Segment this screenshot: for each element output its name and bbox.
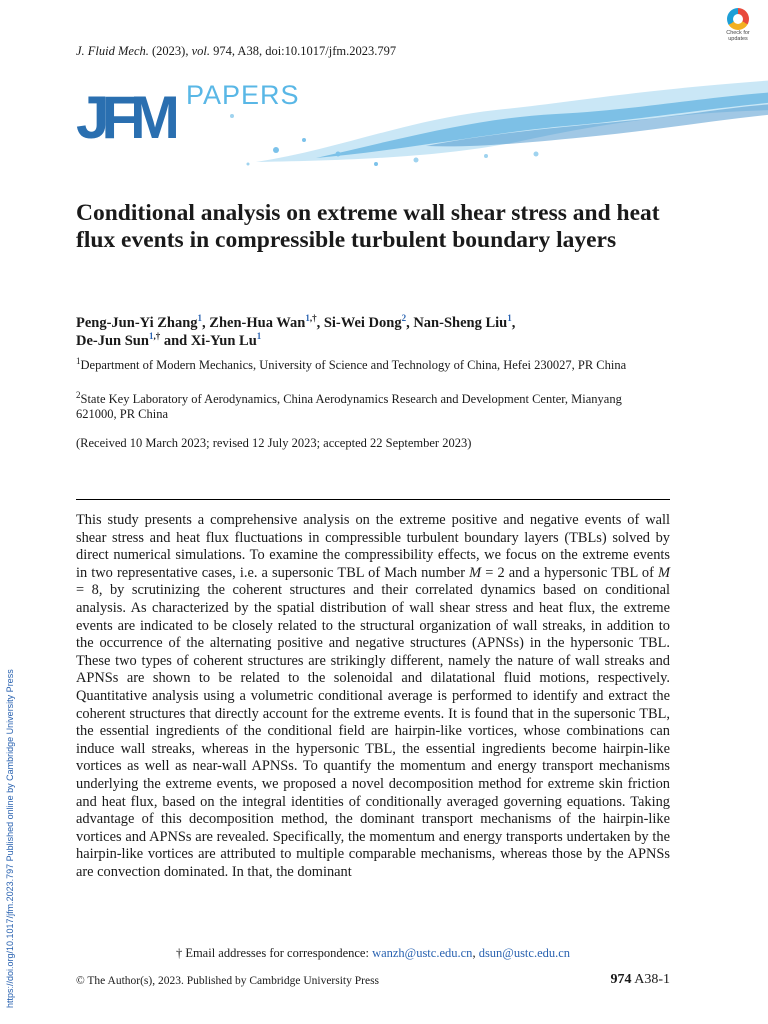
correspondence-footnote: † Email addresses for correspondence: wanzh@ustc.edu.cn, dsun@ustc.edu.cn <box>175 946 571 960</box>
author-name: Xi-Yun Lu <box>190 333 257 349</box>
author-affil-link[interactable]: 1 <box>256 331 262 342</box>
check-updates-line2: updates <box>728 36 748 42</box>
journal-name: J. Fluid Mech. <box>76 44 149 58</box>
divider <box>76 499 670 500</box>
email-link-wanzh[interactable]: wanzh@ustc.edu.cn <box>372 946 473 960</box>
author-list: Peng-Jun-Yi Zhang$^1$, Zhen-Hua Wan$^{1,\dagger}$, Si-Wei Dong$^2$, Nan-Sheng Liu$^1$, De-Jun Sun$^{1,\dagger}$ and Xi-Yun Lu$^1$ <box>76 313 516 349</box>
author-name: Zhen-Hua Wan <box>209 315 306 331</box>
author-name: De-Jun Sun <box>76 333 149 349</box>
doi-sidebar-text[interactable]: https://doi.org/10.1017/jfm.2023.797 Published online by Cambridge University Press <box>5 669 15 1008</box>
author-name: Si-Wei Dong <box>323 315 402 331</box>
page-number: 974 A38-1 <box>610 972 670 987</box>
abstract: This study presents a comprehensive analysis on the extreme positive and negative events of wall shear stress and heat flux fluctuations in compressible turbulent boundary layers (TBLs) solved by direct numerical simulations. To examine the compressibility effects, we focus on the extreme events in two representative cases, i.e. a supersonic TBL of Mach number M = 2 and a hypersonic TBL of M = 8, by scrutinizing the coherent structures and their correlated dynamics based on conditional analysis. As characterized by the spatial distribution of wall shear stress and heat flux, the extreme events are indicated to be closely related to the structural organization of wall streaks, in addition to the occurrence of the alternating positive and negative structures (APNSs) in the hypersonic TBL. These two types of coherent structures are strikingly different, namely the nature of wall streaks and APNSs are shown to be related to the solenoidal and dilatational fluid motions, respectively. Quantitative analysis using a volumetric conditional average is performed to identify and extract the coherent structures that directly account for the extreme events. It is found that in the supersonic TBL, the essential ingredients of the conditional field are hairpin-like vortices, whose combinations can induce wall streaks, whereas in the hypersonic TBL, the essential ingredients become hairpin-like vortices as well as near-wall APNSs. To quantify the momentum and energy transport mechanisms underlying the extreme events, we proposed a novel decomposition method for extreme skin friction and heat flux, based on the integral identities of conditionally averaged governing equations. Taking advantage of this decomposition method, the dominant transport mechanisms of the hairpin-like vortices and APNSs are revealed. Specifically, the momentum and energy transports undertaken by the hairpin-like vortices are attributed to multiple comparable mechanisms, whereas those by the APNSs are convection dominated. In that, the dominant <box>76 512 670 880</box>
author-affil-link[interactable]: 1 <box>197 313 203 324</box>
water-splash-graphic <box>230 80 768 166</box>
corresponding-dagger: ,† <box>309 313 317 324</box>
papers-section-label: PAPERS <box>186 80 300 110</box>
author-affil-link[interactable]: 2 <box>401 313 407 324</box>
author-name: Nan-Sheng Liu <box>413 315 508 331</box>
author-affil-link[interactable]: 1 <box>148 331 154 342</box>
citation-year: (2023), <box>152 44 189 58</box>
affiliation-2: $^2$State Key Laboratory of Aerodynamics, China Aerodynamics Research and Development Center, Mianyang 621000, PR China <box>76 389 622 421</box>
journal-citation <box>76 44 396 59</box>
paper-title: Conditional analysis on extreme wall shear stress and heat flux events in compressible turbulent boundary layers <box>76 200 660 253</box>
jfm-papers-banner <box>76 80 768 170</box>
author-name: Peng-Jun-Yi Zhang <box>76 315 198 331</box>
jfm-logo-mark: JFM <box>76 84 172 151</box>
affiliation-1: $^1$Department of Modern Mechanics, University of Science and Technology of China, Hefei 230027, PR China <box>76 355 627 372</box>
doi-sidebar[interactable] <box>0 0 20 1024</box>
check-updates-line1: Check for <box>726 30 750 36</box>
check-for-updates-badge[interactable] <box>716 8 760 46</box>
received-dates: (Received 10 March 2023; revised 12 July 2023; accepted 22 September 2023) <box>76 436 472 450</box>
author-affil-link[interactable]: 1 <box>305 313 310 324</box>
citation-rest: 974, A38, doi:10.1017/jfm.2023.797 <box>213 44 397 58</box>
email-link-dsun[interactable]: dsun@ustc.edu.cn <box>478 946 571 960</box>
corresponding-dagger: ,† <box>153 331 161 342</box>
crossmark-icon <box>727 8 749 30</box>
author-affil-link[interactable]: 1 <box>507 313 512 324</box>
citation-vol-label: vol. <box>191 44 210 58</box>
copyright-notice: © The Author(s), 2023. Published by Cambridge University Press <box>76 975 380 987</box>
